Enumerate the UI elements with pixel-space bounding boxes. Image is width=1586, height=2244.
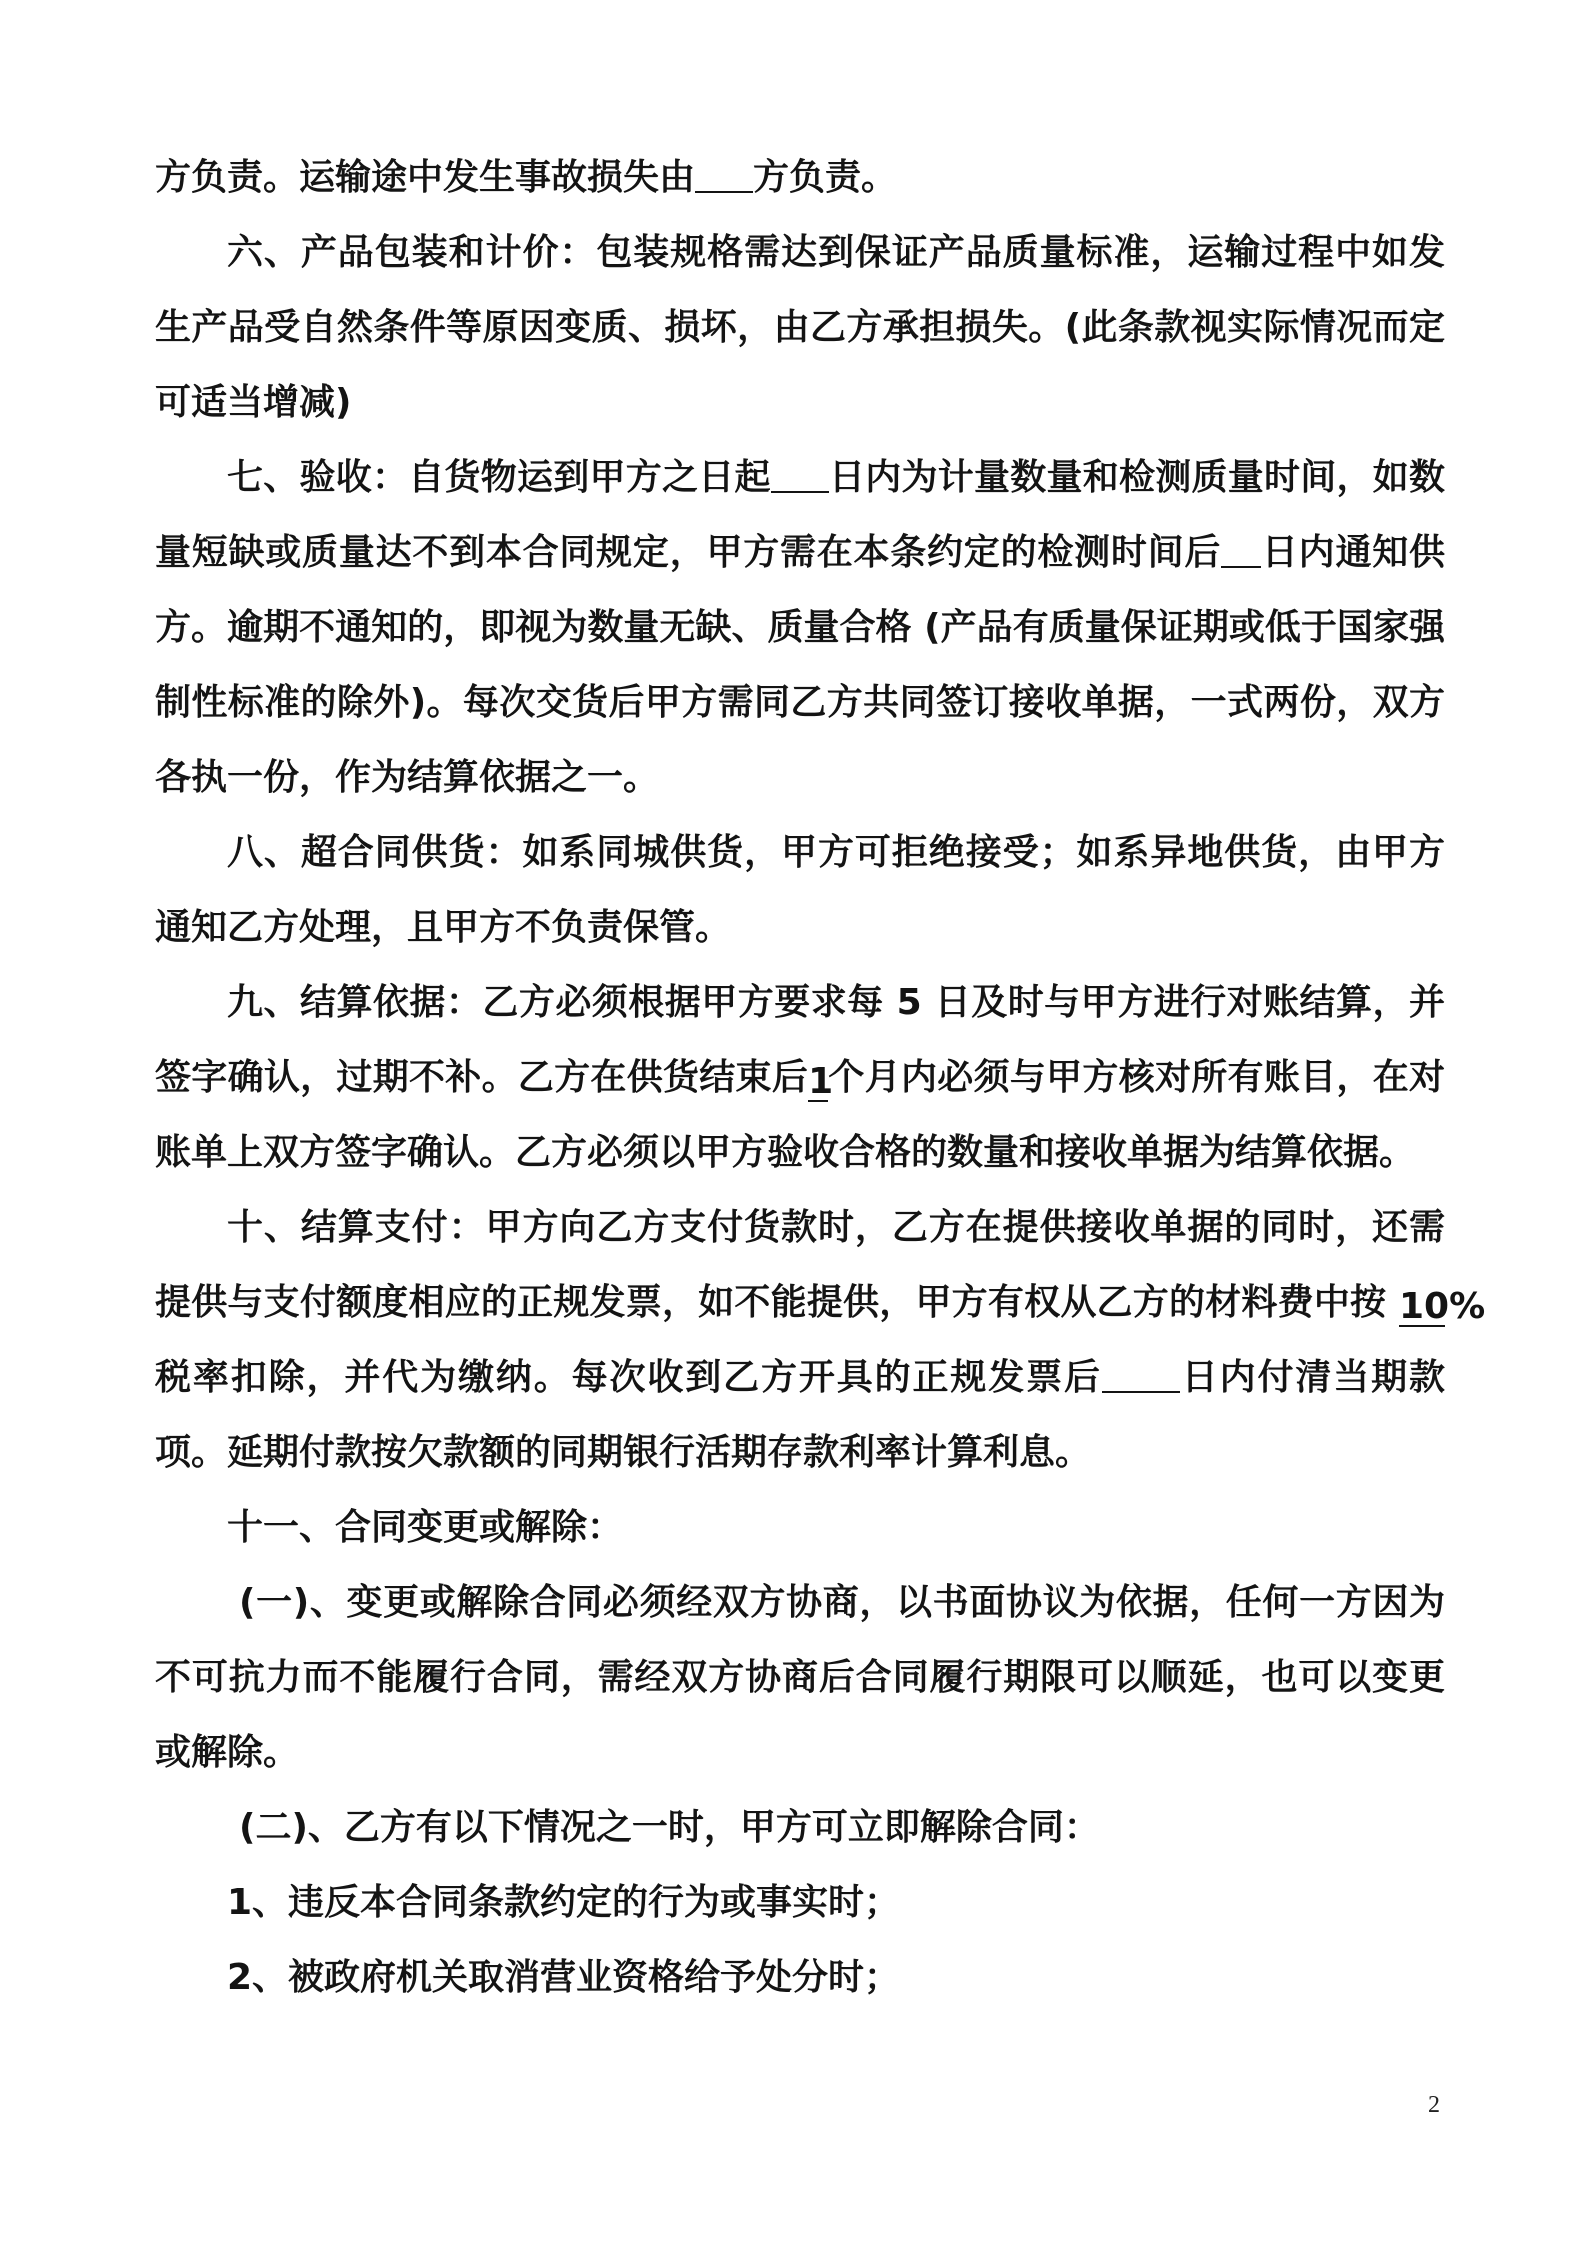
paragraph-packaging: 六、产品包装和计价：包装规格需达到保证产品质量标准，运输过程中如发生产品受自然条件等原因变质、损坏，由乙方承担损失。(此条款视实际情况而定可适当增减) (155, 232, 1445, 423)
text-segment: 九、结算依据：乙方必须根据甲方要求每 5 日及时与甲方进行对账结算，并签字确认，过期不补。乙方在供货结束后 (155, 982, 1445, 1098)
text-segment: 十、结算支付：甲方向乙方支付货款时，乙方在提供接收单据的同时，还需提供与支付额度相应的正规发票，如不能提供，甲方有权从乙方的材料费中按 (155, 1207, 1445, 1323)
blank-field (1221, 530, 1261, 568)
list-item: 1、违反本合同条款约定的行为或事实时； (227, 1882, 901, 1923)
filled-blank-rate: 10% (1399, 1286, 1486, 1327)
text-segment: 七、验收：自货物运到甲方之日起 (227, 457, 771, 498)
page-number: 2 (1428, 2092, 1440, 2118)
filled-blank-month: 1 (808, 1061, 834, 1102)
text-segment: 个月内必须与甲方核对所有账目，在对账单上双方签字确认。乙方必须以甲方验收合格的数量和接收单据为结算依据。 (155, 1057, 1445, 1173)
document-body (155, 140, 1486, 2015)
paragraph-excess-supply: 八、超合同供货：如系同城供货，甲方可拒绝接受；如系异地供货，由甲方通知乙方处理，且甲方不负责保管。 (155, 832, 1445, 948)
paragraph-settlement-payment (155, 1190, 1486, 1490)
text-segment: 方负责。运输途中发生事故损失由 (155, 157, 696, 198)
blank-field (1102, 1355, 1180, 1393)
paragraph-acceptance (155, 440, 1445, 815)
section-heading-contract-change: 十一、合同变更或解除： (227, 1507, 624, 1548)
text-segment: 税率扣除，并代为缴纳。每次收到乙方开具的正规发票后 (155, 1357, 1102, 1398)
text-segment: 日内通知供方。逾期不通知的，即视为数量无缺、质量合格 (产品有质量保证期或低于国家强制性标准的除外)。每次交货后甲方需同乙方共同签订接收单据，一式两份，双方各执一份，作为结算依据之一。 (155, 532, 1445, 798)
list-item: 2、被政府机关取消营业资格给予处分时； (227, 1957, 901, 1998)
blank-field (695, 155, 753, 193)
text-segment: 方负责。 (753, 157, 898, 198)
text-segment: 日内为计量数量和检测质量时间，如数量短缺或质量达不到本合同规定，甲方需在本条约定的检测时间后 (155, 457, 1445, 573)
blank-field (771, 455, 829, 493)
paragraph-termination-conditions: (二)、乙方有以下情况之一时，甲方可立即解除合同： (239, 1807, 1100, 1848)
paragraph-settlement-basis (155, 965, 1445, 1190)
paragraph-change-termination: (一)、变更或解除合同必须经双方协商，以书面协议为依据，任何一方因为不可抗力而不能履行合同，需经双方协商后合同履行期限可以顺延，也可以变更或解除。 (155, 1582, 1445, 1773)
paragraph-transport-liability (155, 140, 1445, 215)
text-segment: 日内付清当期款项。延期付款按欠款额的同期银行活期存款利率计算利息。 (155, 1357, 1445, 1473)
